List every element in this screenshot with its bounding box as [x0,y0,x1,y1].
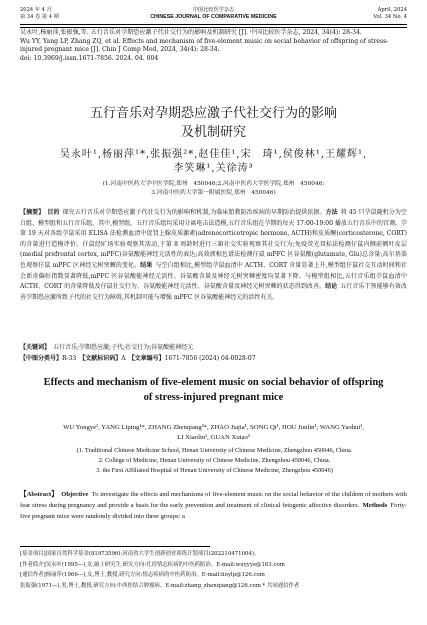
objective-en-label: Objective [61,491,89,498]
affiliation-cn-line: 3.河南中医药大学第一附属医院,郑州 450046) [151,190,276,196]
abstract-en-label: 【Abstract】 [20,491,58,498]
conclusion-label: 结论 [325,283,338,291]
journal-name-cn: 中国比较医学杂志 [192,7,235,13]
header-journal [20,7,407,21]
methods-en-text: Forty-five pregnant mice were randomly divided into three groups: a [20,501,407,520]
results-text: 与空白组相比,模型组孕鼠血清中 ACTH、CORT 含量显著上升,模型组仔鼠社交互动时间和社会新奇偏好指数显著降低,mPFC 区谷氨酸能神经元活性、谷氨酸含量及神经元树突棘密度均显著下降。与模型组相比,五行音乐组孕鼠血清中 ACTH、CORT 的含量降低及仔鼠社交行为、谷氨酸能神经元活性、谷氨酸含量及神经元树突棘的状态得到改善。 [20,261,407,291]
affiliations-en [24,446,405,476]
abstract-label: 【摘要】 [20,209,45,216]
footnote-funding: [基金项目]国家自然科学基金(81973596);河南省大学生创新创业训练计划项目(202210471004)。 [20,551,260,557]
citation-en: Wu YY, Yang LP, Zhang ZQ, et al. Effects and mechanism of five-element music on social behavior of offspring of stress-injured pregnant mice [J]. Chin J Comp Med, 2024, 34(4): 28-34. [20,37,389,54]
affiliation-en-line: (1. Traditional Chinese Medicine School, Henan University of Chinese Medicine, Zhengzhou 450046, China. [76,447,353,454]
authors-en-line: LI Xiaolin¹, GUAN Xutao³ [177,433,250,441]
header-volume-cn: 第 34 卷 第 4 期 [20,14,59,20]
footnote-rule [20,546,210,547]
citation-block [20,29,407,63]
doi: doi: 10.3969/j.issn.1671-7856. 2024. 04. 004 [20,54,159,62]
footnotes [20,549,407,591]
methods-en-label: Methods [362,501,388,509]
clc-value: R-33 [62,354,77,362]
results-label: 结果 [140,261,153,269]
article-title-en [20,376,407,405]
keywords-label: 【关键词】 [20,344,51,351]
title-en-line: Effects and mechanism of five-element music on social behavior of offspring [43,377,384,388]
affiliations-cn [20,180,407,198]
classification-line [20,354,407,365]
keywords-line [20,343,407,354]
running-header [20,6,407,24]
affiliation-en-line: 2. College of Medicine, Henan University of Chinese Medicine, Zhengzhou 450046, China. [98,457,331,464]
abstract-cn [20,208,407,303]
footnote-author-bio: [作者简介]吴永叶(1995—),女,硕士研究生,研究方向:孔窍情志疾病的中医药防治。E-mail:wuyyye@163.com [20,561,285,568]
authors-cn-line: 吴永叶¹,杨丽萍¹*,张振强²*,赵佳佳¹,宋 琦¹,侯俊林¹,王耀辉¹, [59,149,368,160]
article-title-cn [20,104,407,142]
header-date-cn: 2024 年 4 月 [20,7,52,13]
authors-en [20,423,407,442]
abstract-en [20,490,407,522]
abstract-cn-body [20,208,407,303]
affiliation-en-line: 3. the First Affiliated Hospital of Henan University of Chinese Medicine, Zhengzhou 450046) [96,467,333,474]
article-number-value: 1671-7856 (2024) 04-0028-07 [164,354,256,362]
objective-label: 目的 [47,209,60,216]
journal-name-en: CHINESE JOURNAL OF COMPARATIVE MEDICINE [150,14,277,20]
methods-text: 将 45 只孕鼠随机分为空白组、模型组和五行音乐组。其中,模型组、五行音乐组均采用 [20,209,407,227]
keywords-text: 五行音乐;孕期恐应激;子代;社交行为;谷氨酸能神经元 [53,344,194,351]
authors-cn [20,148,407,176]
authors-en-line: WU Yongye¹, YANG Liping¹*, ZHANG Zhenqiang²*, ZHAO Jiajia¹, SONG Qi¹, HOU Junlin¹, WANG Yaohui¹, [63,424,364,431]
methods-label: 方法 [325,209,338,216]
header-double-rule [20,24,407,28]
header-issue-en [373,7,407,21]
doc-code-value: A [121,354,126,362]
title-cn-line: 及机制研究 [180,125,246,140]
conclusion-text: 五行音乐干预能够有效改善孕期恐应激所致子代的社交行为障碍,其机制可能与增强 mPFC 区谷氨酸能神经元的活性有关。 [20,283,407,301]
methods-text-cont: 分离电击法造模,五行音乐组在孕期的每天 17:00-19:00 播放五行音乐中的宫调。孕第 19 天对各组孕鼠采用 ELISA 法检测血清中促肾上腺皮质激素(adrenocorticotropic hormone, ACTH)和皮质酮(corticosterone, CORT)的含量进行造模评价。仔鼠经旷场实验观察其活动,于第 8 周龄时进行三箱社交实验观察其社交行为;免疫荧光双标法检测仔鼠内侧前额叶皮层(medial prefrontal cortex, mPFC)谷氨酸能神经元活性的表达;高效液相色谱法检测仔鼠 mPFC 区谷氨酸(glutamate, Glu)总含量;高尔基染色观察仔鼠 mPFC 区神经元树突棘的变化。 [20,219,407,269]
article-meta-cn [20,343,407,365]
footnote-corresponding-2: 张振强(1971—),男,博士,教授,研究方向:中西医结合肿瘤病。E-mail:zhang_zhenqiang@126.com * 共同通信作者 [20,582,300,589]
doc-code-label: 【文献标识码】 [82,354,122,362]
clc-label: 【中图分类号】 [20,354,63,362]
title-en-line: of stress-injured pregnant mice [143,391,284,403]
header-volume-en: Vol. 34 No. 4 [373,14,407,20]
objective-text: 探究五行音乐对孕期恐应激子代社交行为的影响和机制,为临床胎教防治疾病的早期防治提供依据。 [62,209,326,216]
authors-cn-line: 李笑琳¹,关徐涛³ [173,163,254,174]
abstract-en-body [20,490,407,522]
header-date-en: April, 2024 [377,7,407,13]
footnote-corresponding-1: [通信作者]杨丽萍(1966—),女,博士,教授,研究方向:情志疾病的中医药防治。E-mail:lioylp@126.com [20,572,265,578]
objective-en-text: To investigate the effects and mechanisms of five-element music on the social behavior of the children of mothers with fear stress during pregnancy and provide a basis for the early prevention and treatment of clinical fetogenic affective disorders. [20,491,407,509]
article-number-label: 【文章编号】 [131,354,165,362]
citation-cn: 吴永叶,杨丽萍,张振强,等. 五行音乐对孕期恐应激子代社交行为的影响及机制研究 [J]. 中国比较医学杂志, 2024, 34(4): 28-34. [20,29,362,36]
title-cn-line: 五行音乐对孕期恐应激子代社交行为的影响 [89,106,337,121]
affiliation-cn-line: (1.河南中医药大学中医学院,郑州 450046;2.河南中医药大学医学院,郑州 450046; [102,181,325,187]
